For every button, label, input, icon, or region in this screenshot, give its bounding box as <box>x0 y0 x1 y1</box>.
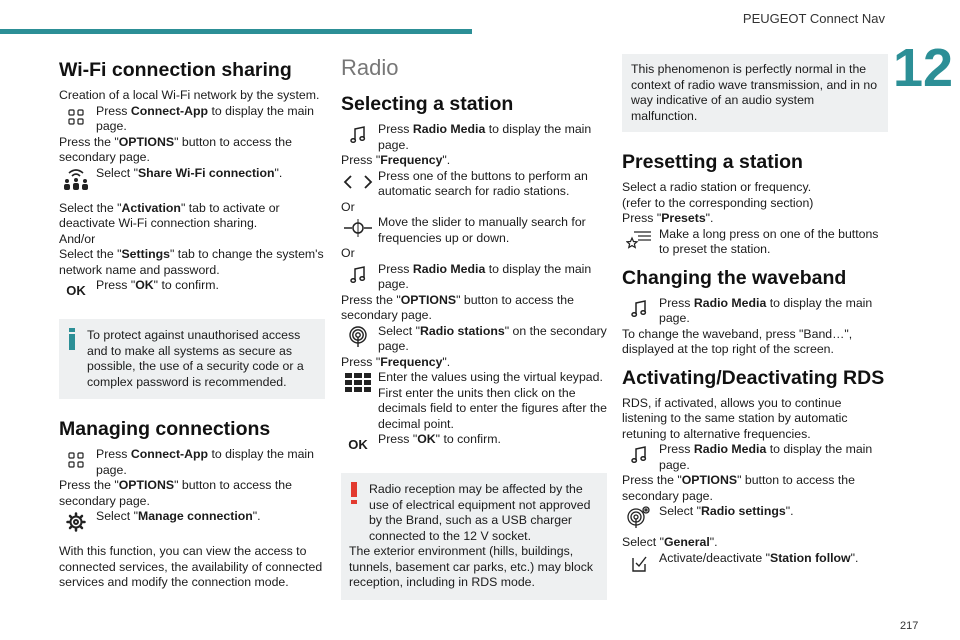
frequency-text: Press "Frequency". <box>341 153 451 167</box>
keypad-icon <box>343 371 373 395</box>
wifi-options-text: Press the "OPTIONS" button to access the secondary page. <box>59 134 292 164</box>
selecting-station-heading: Selecting a station <box>341 93 514 115</box>
wifi-share-icon <box>61 167 91 191</box>
header-accent-bar <box>0 29 472 34</box>
radio-step-media: Press Radio Media to display the main page. <box>341 122 607 153</box>
ok-icon: OK <box>348 437 368 453</box>
music-note-icon <box>343 123 373 147</box>
preset-line-2: (refer to the corresponding section) <box>622 195 814 210</box>
column-radio <box>341 54 607 610</box>
rds-step-station-follow: Activate/deactivate "Station follow". <box>622 551 888 582</box>
radio-station-icon <box>343 325 373 349</box>
manage-step-connect-app: Press Connect-App to display the main page. <box>59 447 325 478</box>
rds-text: RDS, if activated, allows you to continue listening to the same station by automatic retuning to alternative frequencies. <box>622 395 848 441</box>
radio-section-title: Radio <box>341 55 399 80</box>
ok-icon: OK <box>66 283 86 299</box>
phenomenon-text: This phenomenon is perfectly normal in the context of radio wave transmission, and in no way indicative of an audio system malfunction. <box>631 62 878 123</box>
wifi-intro-text: Creation of a local Wi-Fi network by the system. <box>59 88 320 102</box>
frequency-text-2: Press "Frequency". <box>341 354 451 369</box>
preset-line-1: Select a radio station or frequency. <box>622 180 812 194</box>
radio-options-text: Press the "OPTIONS" button to access the secondary page. <box>341 292 574 322</box>
manage-step-select: Select "Manage connection". <box>59 509 325 540</box>
rds-step-media: Press Radio Media to display the main page. <box>622 442 888 473</box>
chapter-number: 12 <box>893 38 954 98</box>
column-presets <box>622 54 888 582</box>
apps-grid-icon <box>61 448 91 472</box>
radio-step-auto-search: Press one of the buttons to perform an automatic search for radio stations. <box>341 169 607 200</box>
apps-grid-icon <box>61 105 91 129</box>
general-text: Select "General". <box>622 535 718 549</box>
wifi-step-connect-app: Press Connect-App to display the main page. <box>59 104 325 135</box>
or-text-1: Or <box>341 199 355 214</box>
warning-text-1: Radio reception may be affected by the use of electrical equipment not approved by the Brand, such as a USB charger connected to the 12 V socket. <box>369 482 591 543</box>
radio-step-media-2: Press Radio Media to display the main page. <box>341 262 607 293</box>
managing-connections-heading: Managing connections <box>59 418 271 440</box>
gear-icon <box>61 510 91 534</box>
checkbox-icon <box>624 552 654 576</box>
radio-step-ok: OK Press "OK" to confirm. <box>341 432 607 463</box>
wifi-sharing-heading: Wi-Fi connection sharing <box>59 59 292 81</box>
music-note-icon <box>624 443 654 467</box>
security-note-text: To protect against unauthorised access and to make all systems as secure as possible, the use of a security code or a complex password is recommended. <box>87 328 304 389</box>
radio-step-slider: Move the slider to manually search for frequencies up or down. <box>341 215 607 246</box>
slider-icon <box>343 216 373 240</box>
wave-step-media: Press Radio Media to display the main page. <box>622 296 888 327</box>
star-list-icon <box>624 228 654 252</box>
preset-step-long-press: Make a long press on one of the buttons to preset the station. <box>622 227 888 258</box>
manage-description-text: With this function, you can view the access to connected services, the availability of connected services and modify the connection mode. <box>59 544 323 589</box>
music-note-icon <box>624 297 654 321</box>
radio-settings-icon <box>624 505 654 529</box>
wifi-step-ok: OK Press "OK" to confirm. <box>59 278 325 309</box>
wifi-andor-text: And/or <box>59 231 96 246</box>
presetting-station-heading: Presetting a station <box>622 151 803 173</box>
rds-options-text: Press the "OPTIONS" button to access the secondary page. <box>622 473 855 503</box>
music-note-icon <box>343 263 373 287</box>
wifi-activation-text: Select the "Activation" tab to activate or deactivate Wi-Fi connection sharing. <box>59 200 280 230</box>
chevron-left-right-icon <box>343 170 373 194</box>
page-number: 217 <box>900 620 919 632</box>
info-icon <box>69 328 75 350</box>
security-info-note <box>59 319 325 399</box>
waveband-text: To change the waveband, press "Band…", displayed at the top right of the screen. <box>622 326 853 356</box>
phenomenon-note <box>622 54 888 132</box>
wifi-settings-text: Select the "Settings" tab to change the system's network name and password. <box>59 247 324 277</box>
reception-warning-note <box>341 473 607 600</box>
radio-step-keypad: Enter the values using the virtual keypad. First enter the units then click on the decimals field to enter the figures after the decimal point. <box>341 370 607 432</box>
rds-heading: Activating/Deactivating RDS <box>622 366 885 389</box>
header-title: PEUGEOT Connect Nav <box>742 11 885 26</box>
warning-icon <box>351 482 357 504</box>
radio-step-stations: Select "Radio stations" on the secondary page. <box>341 324 607 355</box>
rds-step-radio-settings: Select "Radio settings". <box>622 504 888 535</box>
warning-text-2: The exterior environment (hills, buildings, tunnels, basement car parks, etc.) may block reception, including in RDS mode. <box>349 544 593 589</box>
presets-text: Press "Presets". <box>622 211 714 225</box>
column-wifi <box>59 54 325 591</box>
changing-waveband-heading: Changing the waveband <box>622 266 847 289</box>
wifi-step-share: Select "Share Wi-Fi connection". <box>59 166 325 197</box>
manage-options-text: Press the "OPTIONS" button to access the secondary page. <box>59 478 292 508</box>
or-text-2: Or <box>341 246 355 260</box>
